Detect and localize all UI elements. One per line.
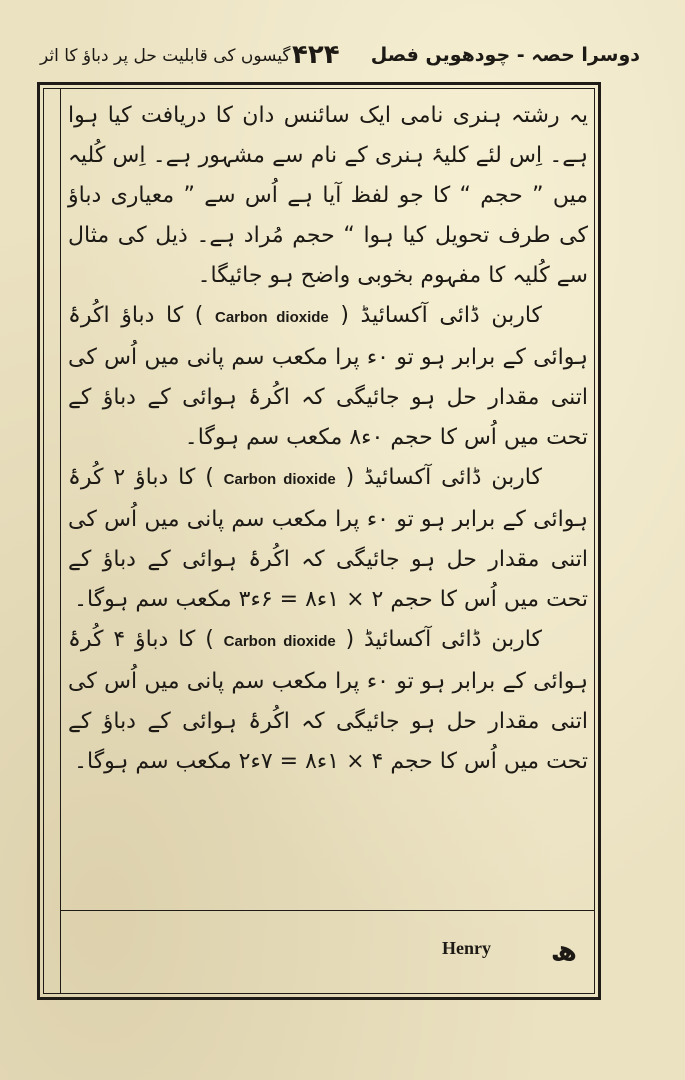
paragraph-rest: ) کا دباؤ اکُرۂ ہوائی کے برابر ہو تو ۰ء پرا مکعب سم پانی میں اُس کی اتنی مقدار حل ہو جائیگی کہ اکُرۂ ہوائی کے دباؤ کے تحت میں اُس کا حجم ۰ء۸ مکعب سم ہوگا۔ — [68, 303, 588, 450]
margin-rule — [60, 88, 61, 994]
paragraph-text: یہ رشتہ ہنری نامی ایک سائنس دان کا دریافت کیا ہوا ہے۔ اِس لئے کلیۂ ہنری کے نام سے مشہور ہے۔ اِس کُلیہ میں ” حجم “ کا جو لفظ آیا ہے اُس سے ” معیاری دباؤ کی طرف تحویل کیا ہوا “ حجم مُراد ہے۔ ذیل کی مثال سے کُلیہ کا مفہوم بخوبی واضح ہو جائیگا۔ — [68, 103, 588, 288]
footnote — [60, 918, 585, 978]
paragraph-rest: ) کا دباؤ ۴ کُرۂ ہوائی کے برابر ہو تو ۰ء پرا مکعب سم پانی میں اُس کی اتنی مقدار حل ہو جائیگی کہ اکُرۂ ہوائی کے دباؤ کے تحت میں اُس کا حجم ۴ × ۱ء۸ = ۷ء۲ مکعب سم ہوگا۔ — [68, 627, 588, 774]
page-number: ۴۲۴ — [292, 40, 340, 70]
paragraph-example-3 — [68, 620, 588, 782]
paragraph-rest: ) کا دباؤ ۲ کُرۂ ہوائی کے برابر ہو تو ۰ء پرا مکعب سم پانی میں اُس کی اتنی مقدار حل ہو جائیگی کہ اکُرۂ ہوائی کے دباؤ کے تحت میں اُس کا حجم ۲ × ۱ء۸ = ۶ء۳ مکعب سم ہوگا۔ — [68, 465, 588, 612]
paragraph-henry-law — [68, 96, 588, 296]
paragraph-lead: کاربن ڈائی آکسائیڈ ( — [340, 303, 542, 328]
paragraph-lead: کاربن ڈائی آکسائیڈ ( — [345, 465, 542, 490]
running-header — [40, 38, 640, 78]
running-title: گیسوں کی قابلیت حل پر دباؤ کا اثر — [40, 46, 291, 66]
footnote-marker: ھ — [550, 934, 577, 967]
section-label: دوسرا حصہ - چودھویں فصل — [370, 44, 640, 66]
footnote-divider — [60, 910, 595, 911]
latin-term: Carbon dioxide — [223, 633, 336, 650]
latin-term: Carbon dioxide — [215, 309, 329, 326]
paragraph-lead: کاربن ڈائی آکسائیڈ ( — [345, 627, 542, 652]
paragraph-example-1 — [68, 296, 588, 458]
latin-term: Carbon dioxide — [223, 471, 336, 488]
footnote-text: Henry — [442, 938, 491, 958]
paragraph-example-2 — [68, 458, 588, 620]
body-text — [68, 96, 588, 782]
